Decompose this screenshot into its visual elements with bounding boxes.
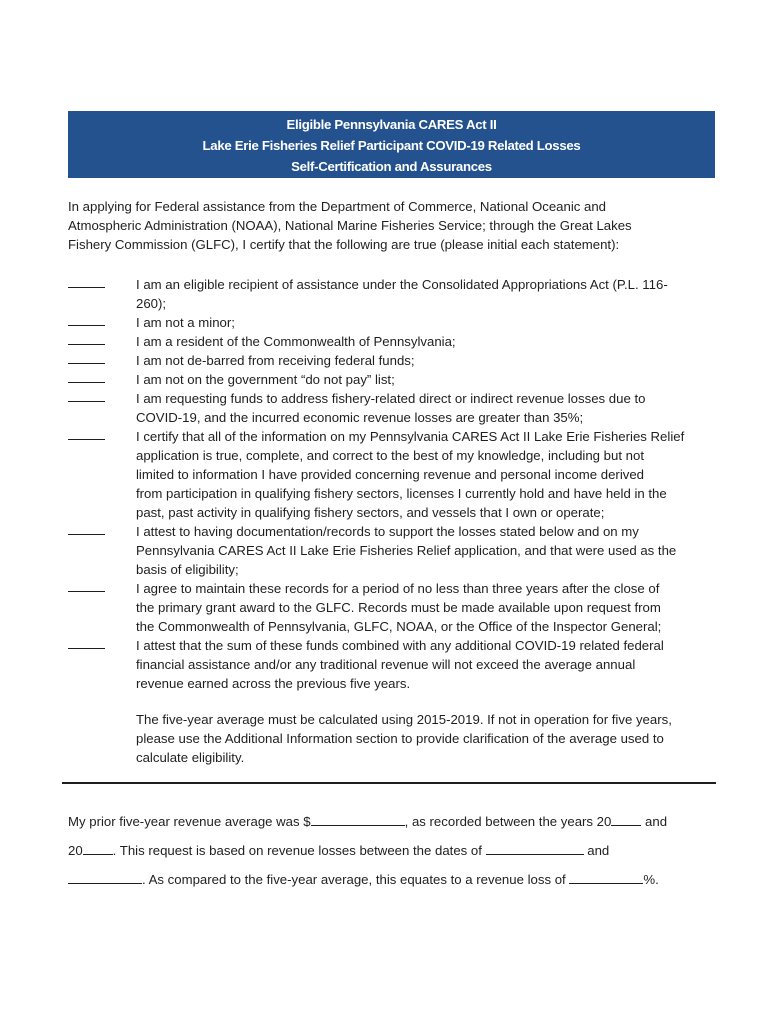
certification-text bbox=[136, 389, 711, 427]
certification-line: I am an eligible recipient of assistance under the Consolidated Appropriations Act (P.L. 116- bbox=[136, 277, 668, 292]
certification-line: I agree to maintain these records for a period of no less than three years after the close of bbox=[136, 581, 660, 596]
certification-item bbox=[0, 313, 770, 332]
intro-line: Atmospheric Administration (NOAA), National Marine Fisheries Service; through the Great Lakes bbox=[68, 218, 632, 233]
initial-field[interactable] bbox=[68, 648, 105, 649]
percent-label: %. bbox=[643, 872, 659, 887]
certification-text bbox=[136, 275, 711, 313]
certification-text bbox=[136, 636, 711, 693]
certification-text bbox=[136, 427, 711, 522]
initial-field[interactable] bbox=[68, 344, 105, 345]
certification-text bbox=[136, 313, 711, 332]
title-line-3: Self-Certification and Assurances bbox=[291, 159, 492, 174]
certification-line: past, past activity in qualifying fishery sectors, and vessels that I own or operate; bbox=[136, 505, 605, 520]
initial-field[interactable] bbox=[68, 325, 105, 326]
note-line: please use the Additional Information section to provide clarification of the average used to bbox=[136, 731, 664, 746]
certification-text bbox=[136, 370, 711, 389]
initial-field[interactable] bbox=[68, 401, 105, 402]
and-label: and bbox=[583, 843, 610, 858]
certification-line: I am not de-barred from receiving federal funds; bbox=[136, 353, 415, 368]
certification-item bbox=[0, 332, 770, 351]
five-year-average-note bbox=[136, 710, 726, 767]
certification-line: I am not on the government “do not pay” list; bbox=[136, 372, 395, 387]
note-line: calculate eligibility. bbox=[136, 750, 245, 765]
certification-line: 260); bbox=[136, 296, 167, 311]
and-label: and bbox=[641, 814, 668, 829]
revenue-average-label: My prior five-year revenue average was $ bbox=[68, 814, 311, 829]
revenue-average-field[interactable] bbox=[311, 812, 405, 826]
revenue-line-1 bbox=[68, 812, 667, 831]
form-title-banner bbox=[68, 111, 715, 178]
certification-line: application is true, complete, and correct to the best of my knowledge, including but not bbox=[136, 448, 645, 463]
initial-field[interactable] bbox=[68, 287, 105, 288]
intro-paragraph bbox=[68, 197, 718, 254]
revenue-loss-label: . As compared to the five-year average, this equates to a revenue loss of bbox=[142, 872, 566, 887]
revenue-line-3 bbox=[68, 870, 659, 889]
certification-item bbox=[0, 636, 770, 693]
certification-text bbox=[136, 522, 711, 579]
certification-item bbox=[0, 579, 770, 636]
certification-item bbox=[0, 351, 770, 370]
certification-line: I am a resident of the Commonwealth of Pennsylvania; bbox=[136, 334, 456, 349]
year-prefix-label: 20 bbox=[68, 843, 83, 858]
certification-line: COVID-19, and the incurred economic revenue losses are greater than 35%; bbox=[136, 410, 584, 425]
certification-item bbox=[0, 427, 770, 522]
certification-list bbox=[0, 275, 770, 693]
title-line-2: Lake Erie Fisheries Relief Participant COVID-19 Related Losses bbox=[202, 138, 581, 153]
certification-text bbox=[136, 579, 711, 636]
certification-line: revenue earned across the previous five years. bbox=[136, 676, 411, 691]
certification-line: I am requesting funds to address fishery-related direct or indirect revenue losses due to bbox=[136, 391, 646, 406]
intro-line: In applying for Federal assistance from the Department of Commerce, National Oceanic and bbox=[68, 199, 607, 214]
certification-line: the primary grant award to the GLFC. Records must be made available upon request from bbox=[136, 600, 661, 615]
certification-text bbox=[136, 351, 711, 370]
certification-line: the Commonwealth of Pennsylvania, GLFC, NOAA, or the Office of the Inspector General; bbox=[136, 619, 662, 634]
end-year-field[interactable] bbox=[83, 841, 113, 855]
note-line: The five-year average must be calculated using 2015-2019. If not in operation for five years, bbox=[136, 712, 672, 727]
start-year-field[interactable] bbox=[611, 812, 641, 826]
certification-line: I certify that all of the information on my Pennsylvania CARES Act II Lake Erie Fisheries Relief bbox=[136, 429, 685, 444]
certification-item bbox=[0, 389, 770, 427]
section-divider bbox=[62, 782, 716, 784]
certification-line: Pennsylvania CARES Act II Lake Erie Fisheries Relief application, and that were used as the bbox=[136, 543, 677, 558]
revenue-loss-percent-field[interactable] bbox=[569, 870, 643, 884]
title-line-1: Eligible Pennsylvania CARES Act II bbox=[286, 117, 497, 132]
initial-field[interactable] bbox=[68, 591, 105, 592]
initial-field[interactable] bbox=[68, 363, 105, 364]
initial-field[interactable] bbox=[68, 382, 105, 383]
loss-dates-label: . This request is based on revenue losses between the dates of bbox=[112, 843, 482, 858]
initial-field[interactable] bbox=[68, 439, 105, 440]
certification-line: from participation in qualifying fishery sectors, licenses I currently hold and have held in the bbox=[136, 486, 667, 501]
intro-line: Fishery Commission (GLFC), I certify that the following are true (please initial each statement): bbox=[68, 237, 620, 252]
years-label: , as recorded between the years 20 bbox=[404, 814, 612, 829]
loss-end-date-field[interactable] bbox=[68, 870, 142, 884]
certification-line: financial assistance and/or any traditional revenue will not exceed the average annual bbox=[136, 657, 636, 672]
certification-item bbox=[0, 275, 770, 313]
certification-line: limited to information I have provided concerning revenue and personal income derived bbox=[136, 467, 645, 482]
certification-line: basis of eligibility; bbox=[136, 562, 239, 577]
initial-field[interactable] bbox=[68, 534, 105, 535]
certification-text bbox=[136, 332, 711, 351]
revenue-line-2 bbox=[68, 841, 609, 860]
certification-item bbox=[0, 522, 770, 579]
certification-line: I attest to having documentation/records to support the losses stated below and on my bbox=[136, 524, 639, 539]
certification-item bbox=[0, 370, 770, 389]
certification-line: I attest that the sum of these funds combined with any additional COVID-19 related federal bbox=[136, 638, 664, 653]
loss-start-date-field[interactable] bbox=[486, 841, 584, 855]
certification-line: I am not a minor; bbox=[136, 315, 235, 330]
